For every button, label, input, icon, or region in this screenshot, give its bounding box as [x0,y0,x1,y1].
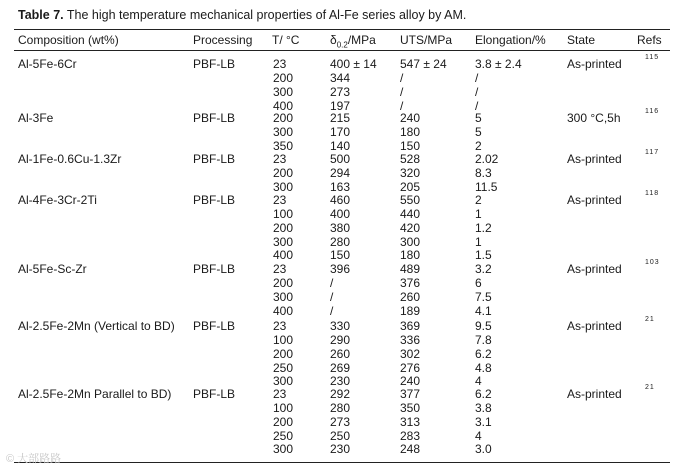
processing-cell: PBF-LB [193,111,236,125]
temperature-cell: 23 [273,152,287,166]
elongation-cell: 2 [475,193,482,207]
elongation-cell: 4.8 [475,360,492,375]
uts-cell: 350 [400,400,421,415]
yield-strength-cell: 280 [330,234,351,249]
yield-strength-cell: 150 [330,248,351,263]
reference-cell: 103 [645,259,660,266]
header-state: State [567,33,596,47]
state-cell: As-printed [567,193,622,207]
uts-cell: / [400,70,404,85]
elongation-cell: 1 [475,234,482,249]
elongation-cell: 6 [475,275,482,290]
uts-cell: 240 [400,374,421,389]
elongation-cell: 9.5 [475,319,492,333]
yield-unit: /MPa [347,33,376,47]
uts-cell: 440 [400,206,421,221]
top-rule [14,29,670,30]
processing-cell: PBF-LB [193,387,236,401]
composition-cell: Al-3Fe [18,111,54,125]
uts-cell: 320 [400,165,421,180]
processing-cell: PBF-LB [193,57,236,71]
yield-strength-cell: 292 [330,387,351,401]
yield-strength-cell: 215 [330,111,351,125]
temperature-cell: 400 [273,98,294,113]
temperature-cell: 200 [273,165,294,180]
temperature-cell: 200 [273,220,294,235]
header-temperature: T/ °C [272,33,300,47]
yield-subscript: 0.2 [336,40,348,50]
state-cell: As-printed [567,57,622,71]
elongation-cell: 4.1 [475,303,492,318]
processing-cell: PBF-LB [193,319,236,333]
temperature-cell: 100 [273,332,294,347]
elongation-cell: 1.5 [475,248,492,263]
header-elongation: Elongation/% [475,33,546,47]
elongation-cell: 6.2 [475,346,492,361]
processing-cell: PBF-LB [193,193,236,207]
temperature-cell: 300 [273,179,294,194]
uts-cell: 377 [400,387,421,401]
temperature-cell: 23 [273,387,287,401]
temperature-cell: 200 [273,275,294,290]
elongation-cell: 7.8 [475,332,492,347]
header-composition: Composition (wt%) [18,33,119,47]
reference-cell: 116 [645,108,660,115]
yield-strength-cell: 230 [330,374,351,389]
composition-cell: Al-2.5Fe-2Mn (Vertical to BD) [18,319,175,333]
uts-cell: 248 [400,442,421,457]
temperature-cell: 100 [273,206,294,221]
elongation-cell: 2 [475,138,482,153]
elongation-cell: 3.8 ± 2.4 [475,57,522,71]
yield-strength-cell: 460 [330,193,351,207]
elongation-cell: / [475,84,479,99]
yield-strength-cell: 260 [330,346,351,361]
uts-cell: 283 [400,428,421,443]
table-label: Table 7. [18,8,64,22]
state-cell: As-printed [567,387,622,401]
uts-cell: 369 [400,319,421,333]
uts-cell: 336 [400,332,421,347]
uts-cell: 260 [400,289,421,304]
temperature-cell: 350 [273,138,294,153]
temperature-cell: 23 [273,262,287,276]
yield-strength-cell: 250 [330,428,351,443]
composition-cell: Al-4Fe-3Cr-2Ti [18,193,97,207]
bottom-rule [14,462,670,463]
elongation-cell: 7.5 [475,289,492,304]
temperature-cell: 300 [273,289,294,304]
temperature-cell: 200 [273,346,294,361]
elongation-cell: 5 [475,124,482,139]
yield-strength-cell: 396 [330,262,351,276]
processing-cell: PBF-LB [193,262,236,276]
yield-strength-cell: 170 [330,124,351,139]
elongation-cell: 3.2 [475,262,492,276]
elongation-cell: 3.8 [475,400,492,415]
elongation-cell: 2.02 [475,152,499,166]
elongation-cell: 11.5 [475,179,498,194]
yield-strength-cell: 400 [330,206,351,221]
yield-strength-cell: 290 [330,332,351,347]
uts-cell: 180 [400,124,421,139]
elongation-cell: 1 [475,206,482,221]
uts-cell: 276 [400,360,421,375]
reference-cell: 115 [645,54,660,61]
elongation-cell: 5 [475,111,482,125]
yield-strength-cell: 163 [330,179,351,194]
uts-cell: 550 [400,193,421,207]
reference-cell: 21 [645,384,655,391]
uts-cell: 300 [400,234,421,249]
temperature-cell: 300 [273,234,294,249]
yield-strength-cell: 344 [330,70,351,85]
uts-cell: 205 [400,179,421,194]
uts-cell: 313 [400,414,421,429]
yield-strength-cell: 197 [330,98,351,113]
temperature-cell: 23 [273,193,287,207]
composition-cell: Al-2.5Fe-2Mn Parallel to BD) [18,387,172,401]
yield-strength-cell: 140 [330,138,351,153]
uts-cell: 420 [400,220,421,235]
uts-cell: 189 [400,303,421,318]
elongation-cell: 3.0 [475,442,492,457]
composition-cell: Al-5Fe-6Cr [18,57,77,71]
header-refs: Refs [637,33,662,47]
yield-strength-cell: 269 [330,360,351,375]
elongation-cell: 3.1 [475,414,492,429]
temperature-cell: 100 [273,400,294,415]
temperature-cell: 300 [273,124,294,139]
uts-cell: 376 [400,275,421,290]
yield-strength-cell: 273 [330,414,351,429]
uts-cell: 547 ± 24 [400,57,447,71]
yield-strength-cell: 330 [330,319,351,333]
state-cell: As-printed [567,152,622,166]
yield-symbol: δ [330,33,337,47]
uts-cell: 240 [400,111,421,125]
composition-cell: Al-5Fe-Sc-Zr [18,262,87,276]
temperature-cell: 250 [273,428,294,443]
uts-cell: 489 [400,262,421,276]
elongation-cell: 1.2 [475,220,492,235]
temperature-cell: 400 [273,248,294,263]
temperature-cell: 200 [273,414,294,429]
yield-strength-cell: 280 [330,400,351,415]
table-caption [18,8,466,22]
uts-cell: / [400,98,404,113]
yield-strength-cell: / [330,275,334,290]
uts-cell: 180 [400,248,421,263]
state-cell: 300 °C,5h [567,111,621,125]
reference-cell: 21 [645,316,655,323]
header-uts: UTS/MPa [400,33,453,47]
uts-cell: 150 [400,138,421,153]
state-cell: As-printed [567,262,622,276]
yield-strength-cell: 500 [330,152,351,166]
temperature-cell: 23 [273,57,287,71]
yield-strength-cell: 294 [330,165,351,180]
uts-cell: 528 [400,152,421,166]
temperature-cell: 200 [273,70,294,85]
temperature-cell: 300 [273,374,294,389]
temperature-cell: 300 [273,442,294,457]
temperature-cell: 400 [273,303,294,318]
reference-cell: 117 [645,149,660,156]
uts-cell: 302 [400,346,421,361]
elongation-cell: / [475,98,479,113]
header-processing: Processing [193,33,253,47]
yield-strength-cell: 400 ± 14 [330,57,377,71]
uts-cell: / [400,84,404,99]
state-cell: As-printed [567,319,622,333]
header-rule [14,50,670,51]
yield-strength-cell: / [330,289,334,304]
elongation-cell: 4 [475,428,482,443]
yield-strength-cell: 230 [330,442,351,457]
yield-strength-cell: 380 [330,220,351,235]
elongation-cell: 4 [475,374,482,389]
watermark-logo: © 大部路路 [6,453,62,465]
reference-cell: 118 [645,190,660,197]
elongation-cell: / [475,70,479,85]
composition-cell: Al-1Fe-0.6Cu-1.3Zr [18,152,122,166]
temperature-cell: 300 [273,84,294,99]
yield-strength-cell: 273 [330,84,351,99]
elongation-cell: 6.2 [475,387,492,401]
elongation-cell: 8.3 [475,165,492,180]
temperature-cell: 250 [273,360,294,375]
processing-cell: PBF-LB [193,152,236,166]
table-title: The high temperature mechanical properties of Al-Fe series alloy by AM. [66,8,467,22]
header-yield-strength [330,33,376,49]
temperature-cell: 23 [273,319,287,333]
yield-strength-cell: / [330,303,334,318]
temperature-cell: 200 [273,111,294,125]
